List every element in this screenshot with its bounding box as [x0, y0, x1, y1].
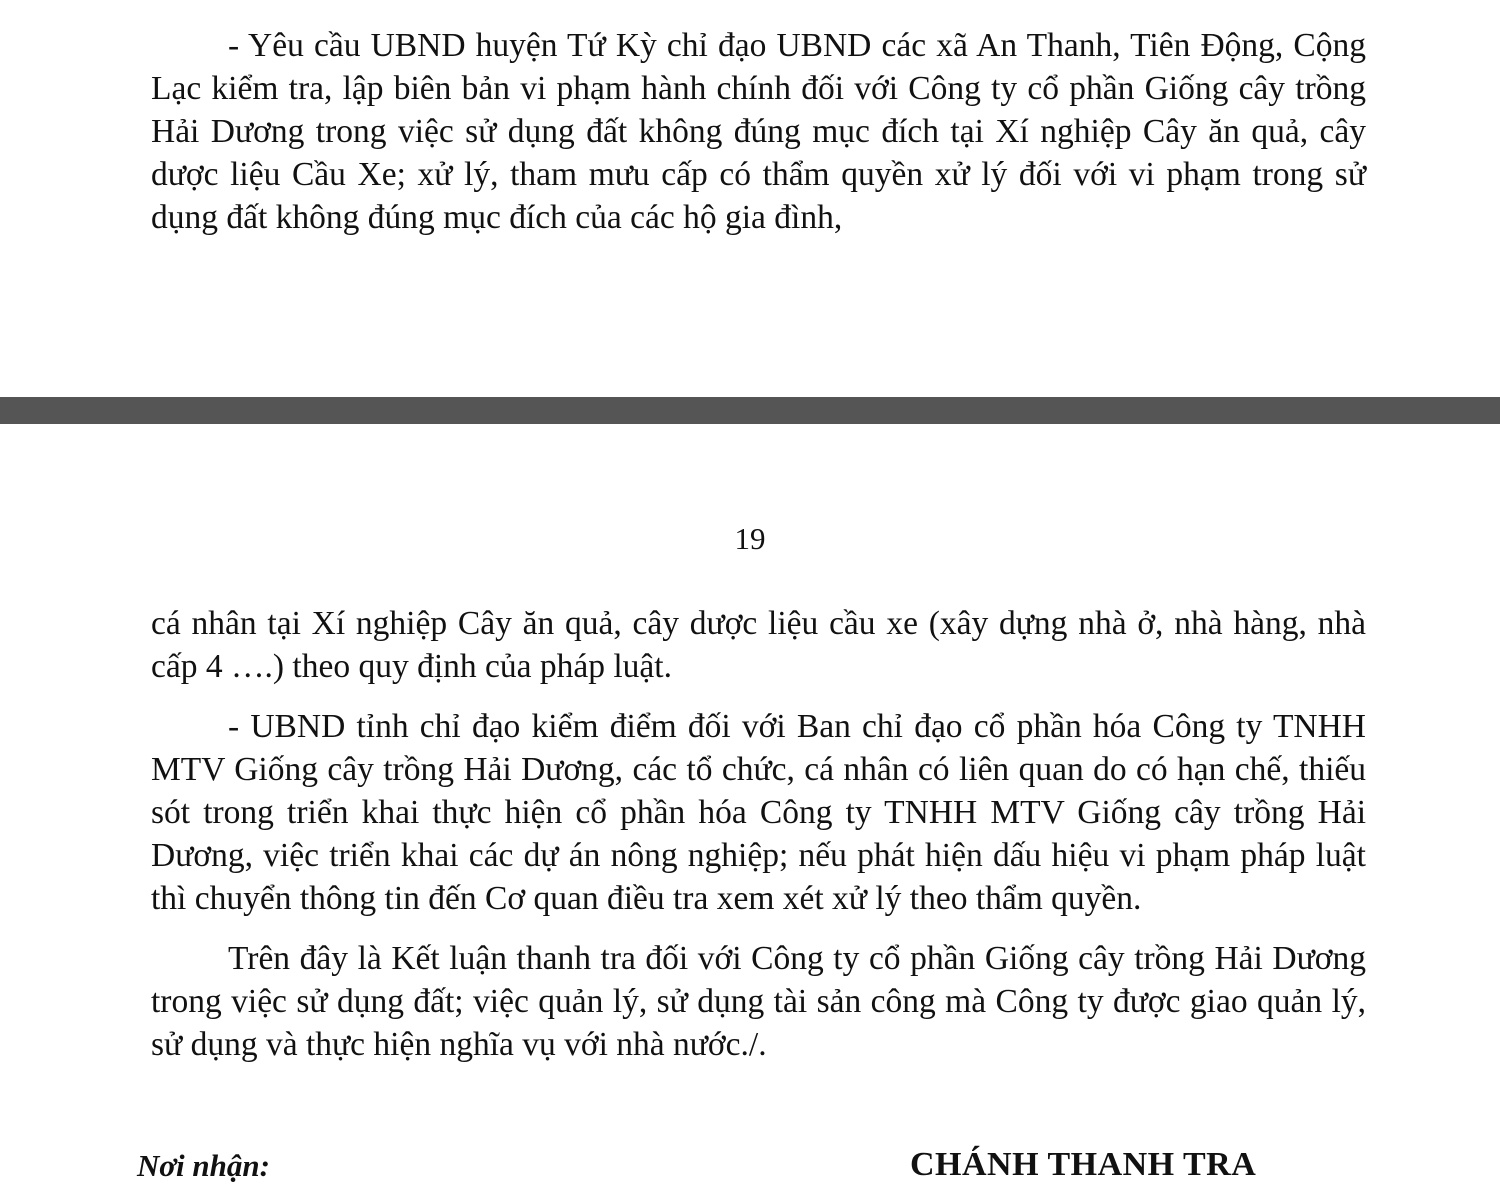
page-separator [0, 397, 1500, 424]
signer-title: CHÁNH THANH TRA [910, 1146, 1257, 1183]
paragraph-land-violation-request: - Yêu cầu UBND huyện Tứ Kỳ chỉ đạo UBND các xã An Thanh, Tiên Động, Cộng Lạc kiểm tra, lập biên bản vi phạm hành chính đối với Công ty cổ phần Giống cây trồng Hải Dương trong việc sử dụng đất không đúng mục đích tại Xí nghiệp Cây ăn quả, cây dược liệu Cầu Xe; xử lý, tham mưu cấp có thẩm quyền xử lý đối với vi phạm trong sử dụng đất không đúng mục đích của các hộ gia đình, [151, 27, 1366, 236]
page-number: 19 [734, 521, 766, 556]
recipients-label: Nơi nhận: [137, 1148, 270, 1183]
bottom-page-body [151, 602, 1366, 1066]
top-page-body [151, 24, 1366, 239]
document-page-top [0, 0, 1500, 397]
paragraph-conclusion: Trên đây là Kết luận thanh tra đối với Công ty cổ phần Giống cây trồng Hải Dương trong việc sử dụng đất; việc quản lý, sử dụng tài sản công mà Công ty được giao quản lý, sử dụng và thực hiện nghĩa vụ với nhà nước./. [151, 940, 1366, 1063]
paragraph-review-directive: - UBND tỉnh chỉ đạo kiểm điểm đối với Ban chỉ đạo cổ phần hóa Công ty TNHH MTV Giống cây trồng Hải Dương, các tổ chức, cá nhân có liên quan do có hạn chế, thiếu sót trong triển khai thực hiện cổ phần hóa Công ty TNHH MTV Giống cây trồng Hải Dương, việc triển khai các dự án nông nghiệp; nếu phát hiện dấu hiệu vi phạm pháp luật thì chuyển thông tin đến Cơ quan điều tra xem xét xử lý theo thẩm quyền. [151, 708, 1366, 917]
paragraph-continuation: cá nhân tại Xí nghiệp Cây ăn quả, cây dược liệu cầu xe (xây dựng nhà ở, nhà hàng, nhà cấp 4 ….) theo quy định của pháp luật. [151, 605, 1366, 685]
document-page-bottom [0, 424, 1500, 1185]
